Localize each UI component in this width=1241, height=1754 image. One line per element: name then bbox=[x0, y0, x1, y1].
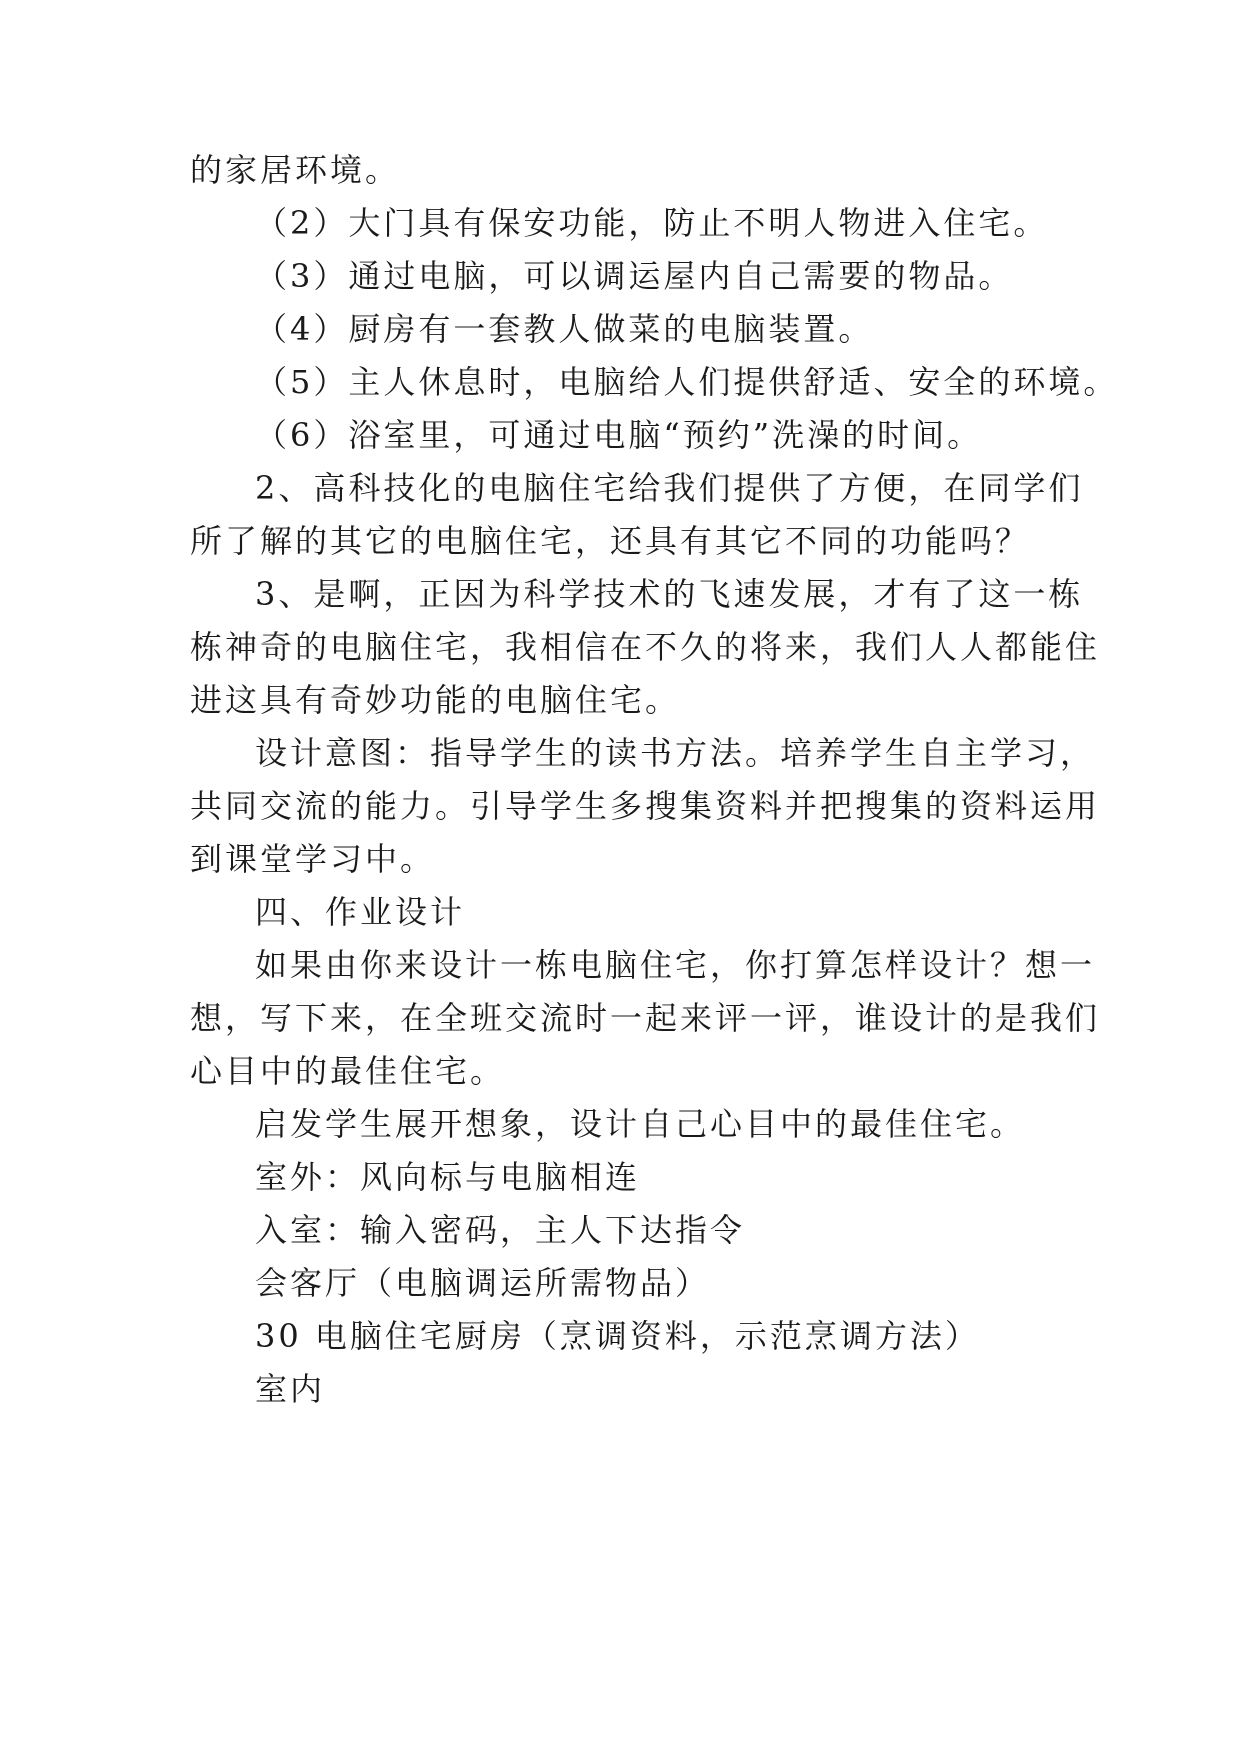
paragraph-line: 如果由你来设计一栋电脑住宅，你打算怎样设计？想一 bbox=[255, 946, 1096, 984]
paragraph-line: 设计意图：指导学生的读书方法。培养学生自主学习， bbox=[255, 734, 1096, 772]
paragraph-line: 共同交流的能力。引导学生多搜集资料并把搜集的资料运用 bbox=[190, 787, 1101, 825]
paragraph-line: 30 电脑住宅厨房（烹调资料，示范烹调方法） bbox=[255, 1317, 980, 1355]
paragraph-line: 心目中的最佳住宅。 bbox=[190, 1052, 506, 1090]
paragraph-line: 3、是啊，正因为科学技术的飞速发展，才有了这一栋 bbox=[255, 575, 1084, 613]
paragraph-line: 到课堂学习中。 bbox=[190, 840, 436, 878]
paragraph-line: （3）通过电脑，可以调运屋内自己需要的物品。 bbox=[255, 257, 1014, 295]
paragraph-line: 想，写下来，在全班交流时一起来评一评，谁设计的是我们 bbox=[190, 999, 1101, 1037]
paragraph-line: （4）厨房有一套教人做菜的电脑装置。 bbox=[255, 310, 874, 348]
paragraph-line: 启发学生展开想象，设计自己心目中的最佳住宅。 bbox=[255, 1105, 1026, 1143]
paragraph-line: 的家居环境。 bbox=[190, 151, 401, 189]
paragraph-line: （6）浴室里，可通过电脑“预约”洗澡的时间。 bbox=[255, 416, 983, 454]
paragraph-line: 室外：风向标与电脑相连 bbox=[255, 1158, 641, 1196]
paragraph-line: 会客厅（电脑调运所需物品） bbox=[255, 1264, 711, 1302]
paragraph-line: 2、高科技化的电脑住宅给我们提供了方便，在同学们 bbox=[255, 469, 1084, 507]
paragraph-line: 进这具有奇妙功能的电脑住宅。 bbox=[190, 681, 681, 719]
paragraph-line: （5）主人休息时，电脑给人们提供舒适、安全的环境。 bbox=[255, 363, 1119, 401]
paragraph-line: 室内 bbox=[255, 1370, 326, 1408]
paragraph-line: （2）大门具有保安功能，防止不明人物进入住宅。 bbox=[255, 204, 1049, 242]
section-heading: 四、作业设计 bbox=[255, 893, 466, 931]
paragraph-line: 栋神奇的电脑住宅，我相信在不久的将来，我们人人都能住 bbox=[190, 628, 1101, 666]
paragraph-line: 入室：输入密码，主人下达指令 bbox=[255, 1211, 746, 1249]
paragraph-line: 所了解的其它的电脑住宅，还具有其它不同的功能吗？ bbox=[190, 522, 1031, 560]
